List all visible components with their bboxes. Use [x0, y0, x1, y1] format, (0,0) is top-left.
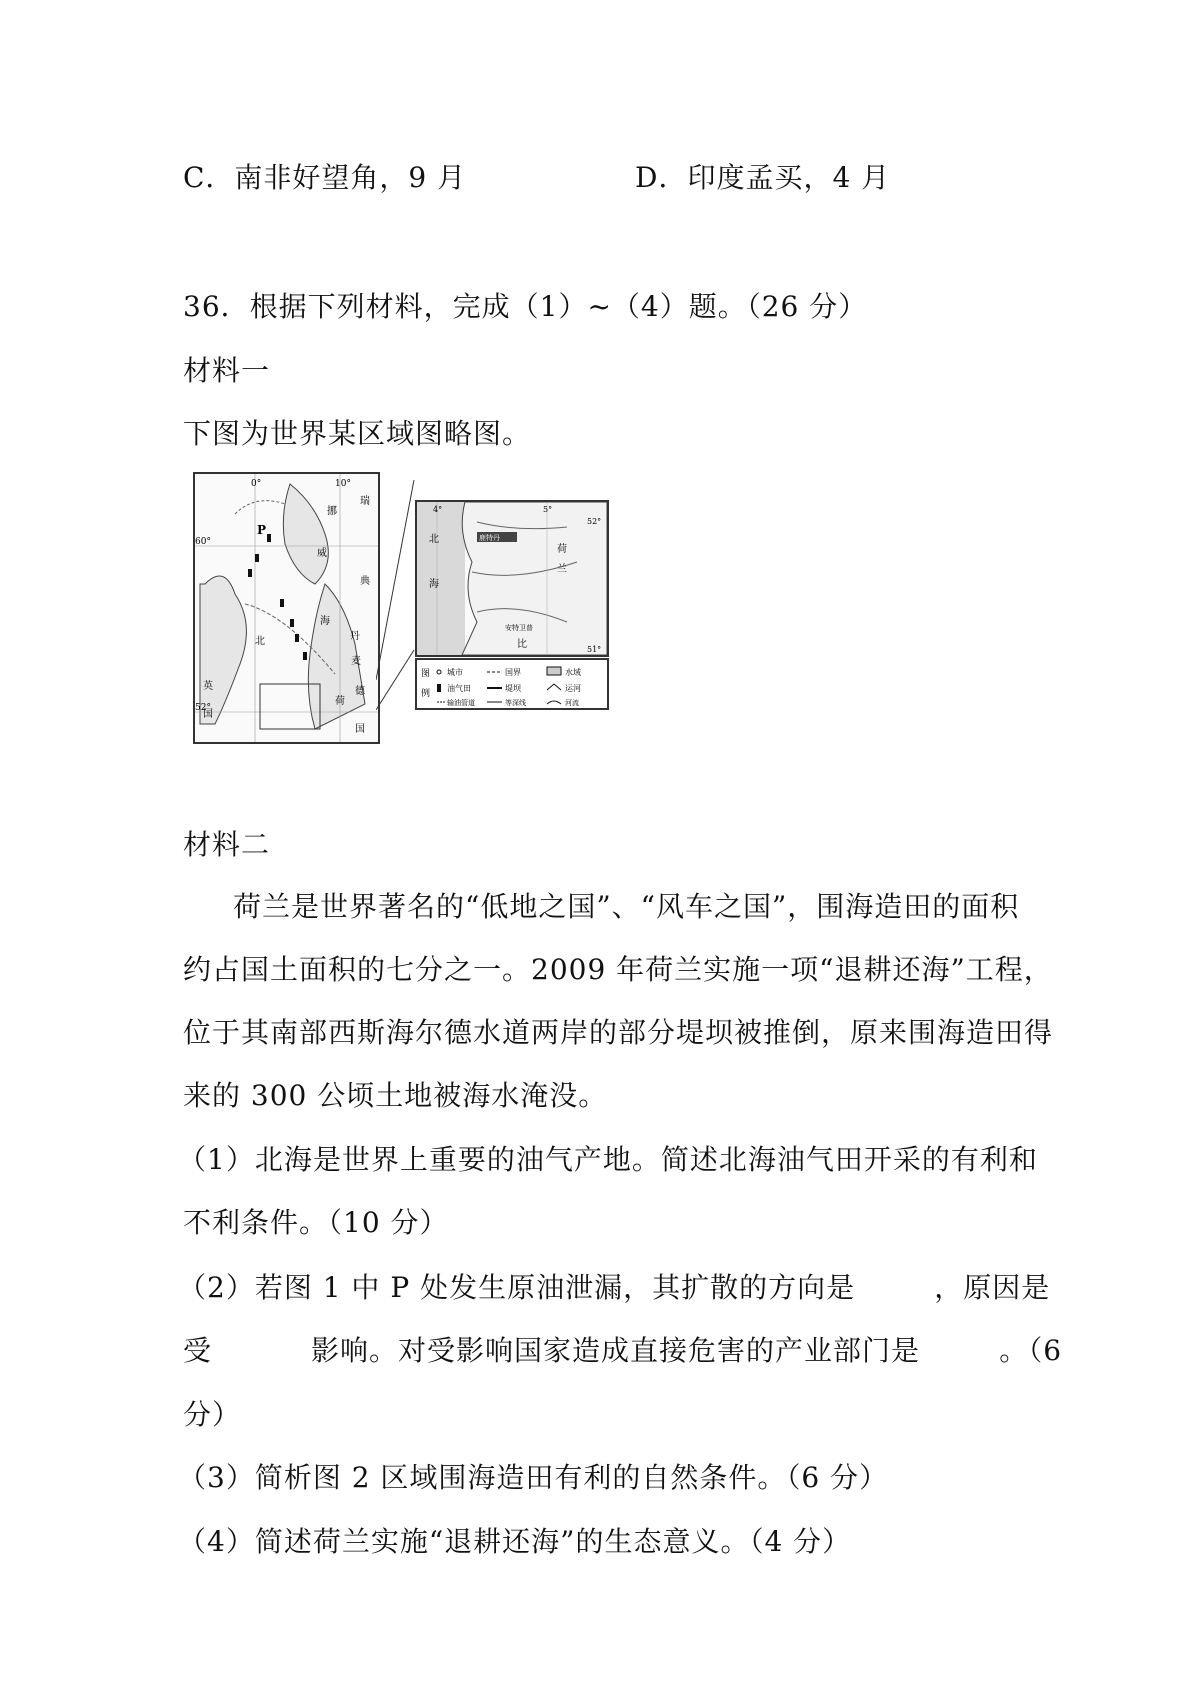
sub-question-2: （2）若图 1 中 P 处发生原油泄漏，其扩散的方向是 ，原因是: [178, 1271, 1051, 1304]
legend-svg: [417, 660, 607, 708]
inset-connector: [376, 480, 416, 710]
connector-line: [376, 480, 414, 680]
norway-shape: [283, 484, 328, 584]
material2-line: 来的 300 公顷土地被海水淹没。: [183, 1079, 608, 1112]
sub-question-3: （3）简析图 2 区域围海造田有利的自然条件。（6 分）: [178, 1461, 889, 1494]
city-symbol-icon: [437, 670, 441, 674]
map1-area-label: 国: [203, 709, 213, 720]
material2-line: 约占国土面积的七分之一。2009 年荷兰实施一项“退耕还海”工程，: [183, 953, 1053, 986]
material2-line: 位于其南部西斯海尔德水道两岸的部分堤坝被推倒，原来围海造田得: [183, 1016, 1054, 1049]
oilfield-symbol-icon: [437, 684, 441, 692]
map1-lat-52: 52°: [195, 703, 211, 713]
sub-question-2-cont: 受 影响。对受影响国家造成直接危害的产业部门是 。（6: [183, 1334, 1063, 1367]
oilfield-marker: [295, 634, 299, 642]
map1-lon-10: 10°: [335, 479, 351, 489]
oilfield-marker: [255, 554, 259, 562]
sub-question-4: （4）简述荷兰实施“退耕还海”的生态意义。（4 分）: [178, 1525, 852, 1558]
legend-item: 输油管道: [447, 699, 475, 707]
sub-question-1-cont: 不利条件。（10 分）: [183, 1206, 449, 1239]
question-stem: 36．根据下列材料，完成（1）~（4）题。（26 分）: [183, 290, 868, 323]
map2-lon-5: 5°: [543, 505, 553, 514]
map2-area-label: 兰: [557, 564, 567, 575]
map1-area-label: 德: [355, 686, 365, 697]
map1-area-label: 丹: [350, 631, 360, 642]
legend-item: 油气田: [447, 684, 471, 693]
legend-item: 运河: [565, 684, 581, 693]
legend-item: 城市: [447, 668, 463, 677]
map1-area-label: 荷: [335, 696, 345, 707]
map1-area-label: 典: [360, 576, 370, 587]
legend-title: 图: [421, 669, 431, 679]
map2-area-label: 鹿特丹: [479, 534, 500, 542]
map2-lat-51: 51°: [587, 645, 602, 654]
map1-area-label: 瑞: [360, 496, 370, 507]
map1-lon-0: 0°: [251, 479, 262, 489]
material1-title: 材料一: [183, 354, 271, 387]
map2-area-label: 海: [429, 579, 439, 590]
map1-area-label: 英: [203, 681, 213, 692]
map2-area-label: 北: [429, 534, 439, 545]
map-figure-1: [193, 472, 380, 744]
map1-area-label: 威: [317, 548, 327, 559]
oilfield-marker: [290, 619, 294, 627]
material2-line: 荷兰是世界著名的“低地之国”、“风车之国”，围海造田的面积: [233, 890, 1020, 923]
oilfield-marker: [303, 652, 307, 660]
option-c: C．南非好望角，9 月: [183, 161, 467, 194]
depth-contour: [235, 501, 285, 514]
river-symbol-icon: [547, 701, 561, 704]
legend-item: 水域: [565, 668, 581, 677]
map1-area-label: 挪: [327, 506, 337, 517]
legend-item: 堤坝: [505, 684, 521, 693]
legend-item: 河流: [565, 699, 579, 707]
map2-area-label: 荷: [557, 544, 567, 555]
map2-svg: [417, 502, 607, 655]
sub-question-2-end: 分）: [183, 1398, 242, 1431]
map1-area-label: 北: [255, 636, 265, 647]
map1-point-p: P: [257, 523, 267, 537]
legend-item: 国界: [505, 668, 521, 677]
map1-lat-60: 60°: [195, 537, 211, 547]
map1-svg: [195, 474, 378, 742]
connector-line: [376, 650, 414, 710]
oilfield-marker: [280, 599, 284, 607]
legend-item: 等深线: [505, 699, 526, 707]
britain-shape: [200, 576, 246, 724]
map2-area-label: 比: [517, 639, 527, 650]
map-figure-2: [415, 500, 609, 657]
oilfield-marker: [248, 569, 252, 577]
option-d: D．印度孟买，4 月: [635, 161, 891, 194]
oilfield-marker: [267, 534, 271, 542]
canal-symbol-icon: [547, 684, 561, 690]
map-legend: [415, 658, 609, 710]
material1-text: 下图为世界某区域图略图。: [183, 417, 532, 450]
map2-area-label: 安特卫普: [505, 624, 533, 632]
water-symbol-icon: [547, 667, 561, 675]
map1-area-label: 麦: [351, 656, 361, 667]
material2-title: 材料二: [183, 828, 271, 861]
land-area: [462, 502, 607, 655]
map1-area-label: 国: [355, 724, 365, 735]
sub-question-1: （1）北海是世界上重要的油气产地。简述北海油气田开采的有利和: [178, 1143, 1038, 1176]
legend-title: 例: [421, 689, 431, 699]
sea-area: [417, 502, 465, 655]
map2-lat-52: 52°: [587, 517, 602, 526]
map1-area-label: 海: [320, 616, 330, 627]
map2-lon-4: 4°: [433, 505, 443, 514]
